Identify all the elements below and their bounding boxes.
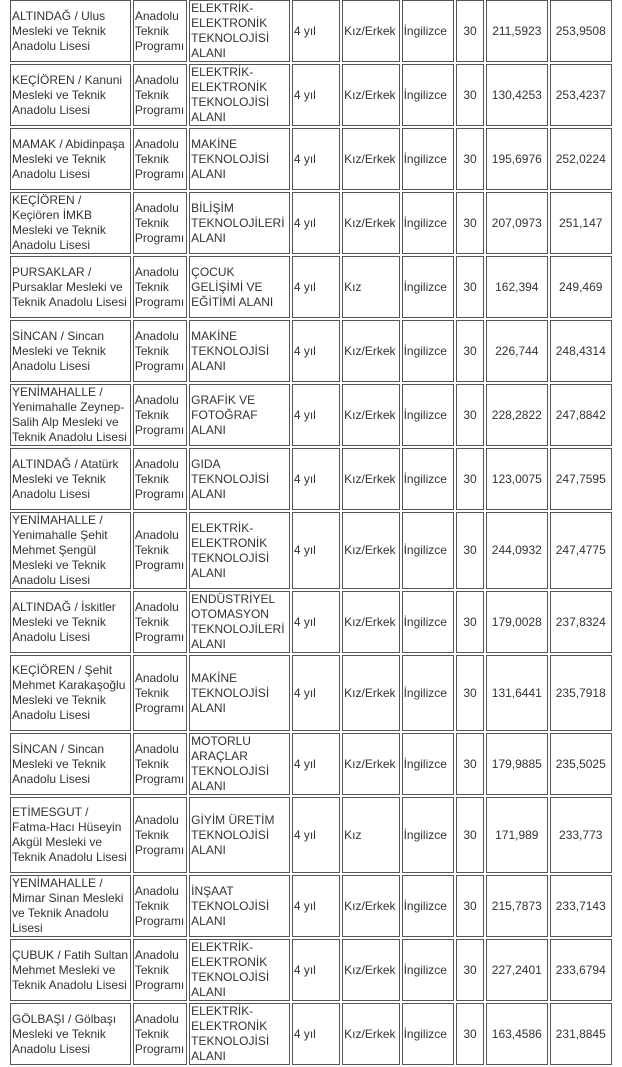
max-score-cell: 253,4237 (550, 64, 613, 126)
field-cell: MOTORLU ARAÇLAR TEKNOLOJİSİ ALANI (189, 733, 290, 795)
quota-cell: 30 (456, 591, 484, 653)
language-cell: İngilizce (402, 192, 454, 254)
gender-cell: Kız/Erkek (342, 591, 399, 653)
school-name-cell: SİNCAN / Sincan Mesleki ve Teknik Anadolu Lisesi (10, 320, 131, 382)
field-cell: ÇOCUK GELİŞİMİ VE EĞİTİMİ ALANI (189, 256, 290, 318)
table-row (10, 192, 612, 254)
quota-cell: 30 (456, 128, 484, 190)
table-row (10, 939, 612, 1001)
min-score-cell: 211,5923 (486, 0, 547, 62)
duration-cell: 4 yıl (292, 1003, 340, 1065)
max-score-cell: 231,8845 (550, 1003, 613, 1065)
duration-cell: 4 yıl (292, 655, 340, 731)
gender-cell: Kız/Erkek (342, 655, 399, 731)
program-cell: Anadolu Teknik Programı (133, 733, 187, 795)
max-score-cell: 247,8842 (550, 384, 613, 446)
quota-cell: 30 (456, 875, 484, 937)
table-row (10, 1003, 612, 1065)
duration-cell: 4 yıl (292, 0, 340, 62)
duration-cell: 4 yıl (292, 875, 340, 937)
table-row (10, 384, 612, 446)
language-cell: İngilizce (402, 256, 454, 318)
program-cell: Anadolu Teknik Programı (133, 64, 187, 126)
program-cell: Anadolu Teknik Programı (133, 192, 187, 254)
program-cell: Anadolu Teknik Programı (133, 256, 187, 318)
school-table (8, 0, 614, 1067)
school-name-cell: ETİMESGUT / Fatma-Hacı Hüseyin Akgül Mesleki ve Teknik Anadolu Lisesi (10, 797, 131, 873)
max-score-cell: 233,6794 (550, 939, 613, 1001)
language-cell: İngilizce (402, 875, 454, 937)
gender-cell: Kız/Erkek (342, 939, 399, 1001)
school-name-cell: ALTINDAĞ / Ulus Mesleki ve Teknik Anadolu Lisesi (10, 0, 131, 62)
quota-cell: 30 (456, 733, 484, 795)
school-name-cell: PURSAKLAR / Pursaklar Mesleki ve Teknik Anadolu Lisesi (10, 256, 131, 318)
gender-cell: Kız/Erkek (342, 64, 399, 126)
table-row (10, 797, 612, 873)
quota-cell: 30 (456, 0, 484, 62)
gender-cell: Kız/Erkek (342, 448, 399, 510)
min-score-cell: 163,4586 (486, 1003, 547, 1065)
school-name-cell: MAMAK / Abidinpaşa Mesleki ve Teknik Anadolu Lisesi (10, 128, 131, 190)
min-score-cell: 179,0028 (486, 591, 547, 653)
school-name-cell: YENİMAHALLE / Yenimahalle Zeynep-Salih Alp Mesleki ve Teknik Anadolu Lisesi (10, 384, 131, 446)
quota-cell: 30 (456, 448, 484, 510)
table-row (10, 512, 612, 589)
language-cell: İngilizce (402, 384, 454, 446)
language-cell: İngilizce (402, 128, 454, 190)
field-cell: MAKİNE TEKNOLOJİSİ ALANI (189, 128, 290, 190)
school-name-cell: ALTINDAĞ / Atatürk Mesleki ve Teknik Anadolu Lisesi (10, 448, 131, 510)
language-cell: İngilizce (402, 655, 454, 731)
field-cell: ELEKTRİK-ELEKTRONİK TEKNOLOJİSİ ALANI (189, 64, 290, 126)
gender-cell: Kız (342, 797, 399, 873)
program-cell: Anadolu Teknik Programı (133, 512, 187, 589)
language-cell: İngilizce (402, 0, 454, 62)
field-cell: GIDA TEKNOLOJİSİ ALANI (189, 448, 290, 510)
quota-cell: 30 (456, 320, 484, 382)
program-cell: Anadolu Teknik Programı (133, 939, 187, 1001)
language-cell: İngilizce (402, 591, 454, 653)
min-score-cell: 130,4253 (486, 64, 547, 126)
gender-cell: Kız/Erkek (342, 733, 399, 795)
field-cell: ELEKTRİK-ELEKTRONİK TEKNOLOJİSİ ALANI (189, 939, 290, 1001)
field-cell: GİYİM ÜRETİM TEKNOLOJİSİ ALANI (189, 797, 290, 873)
quota-cell: 30 (456, 64, 484, 126)
table-row (10, 591, 612, 653)
quota-cell: 30 (456, 939, 484, 1001)
duration-cell: 4 yıl (292, 64, 340, 126)
language-cell: İngilizce (402, 512, 454, 589)
table-body (10, 0, 612, 1065)
max-score-cell: 237,8324 (550, 591, 613, 653)
table-row (10, 0, 612, 62)
quota-cell: 30 (456, 655, 484, 731)
gender-cell: Kız/Erkek (342, 320, 399, 382)
language-cell: İngilizce (402, 64, 454, 126)
program-cell: Anadolu Teknik Programı (133, 655, 187, 731)
duration-cell: 4 yıl (292, 939, 340, 1001)
table-row (10, 655, 612, 731)
table-row (10, 875, 612, 937)
duration-cell: 4 yıl (292, 512, 340, 589)
program-cell: Anadolu Teknik Programı (133, 384, 187, 446)
program-cell: Anadolu Teknik Programı (133, 591, 187, 653)
program-cell: Anadolu Teknik Programı (133, 448, 187, 510)
duration-cell: 4 yıl (292, 320, 340, 382)
school-name-cell: YENİMAHALLE / Mimar Sinan Mesleki ve Teknik Anadolu Lisesi (10, 875, 131, 937)
max-score-cell: 233,7143 (550, 875, 613, 937)
quota-cell: 30 (456, 192, 484, 254)
program-cell: Anadolu Teknik Programı (133, 128, 187, 190)
school-name-cell: GÖLBAŞI / Gölbaşı Mesleki ve Teknik Anadolu Lisesi (10, 1003, 131, 1065)
min-score-cell: 226,744 (486, 320, 547, 382)
max-score-cell: 247,4775 (550, 512, 613, 589)
program-cell: Anadolu Teknik Programı (133, 1003, 187, 1065)
min-score-cell: 162,394 (486, 256, 547, 318)
duration-cell: 4 yıl (292, 591, 340, 653)
table-row (10, 320, 612, 382)
school-name-cell: KEÇİÖREN / Keçiören İMKB Mesleki ve Teknik Anadolu Lisesi (10, 192, 131, 254)
duration-cell: 4 yıl (292, 448, 340, 510)
field-cell: ELEKTRİK-ELEKTRONİK TEKNOLOJİSİ ALANI (189, 0, 290, 62)
gender-cell: Kız/Erkek (342, 128, 399, 190)
field-cell: MAKİNE TEKNOLOJİSİ ALANI (189, 655, 290, 731)
max-score-cell: 235,7918 (550, 655, 613, 731)
min-score-cell: 195,6976 (486, 128, 547, 190)
table-row (10, 128, 612, 190)
min-score-cell: 131,6441 (486, 655, 547, 731)
table-row (10, 448, 612, 510)
max-score-cell: 249,469 (550, 256, 613, 318)
gender-cell: Kız/Erkek (342, 512, 399, 589)
quota-cell: 30 (456, 797, 484, 873)
min-score-cell: 207,0973 (486, 192, 547, 254)
max-score-cell: 233,773 (550, 797, 613, 873)
min-score-cell: 179,9885 (486, 733, 547, 795)
program-cell: Anadolu Teknik Programı (133, 875, 187, 937)
duration-cell: 4 yıl (292, 192, 340, 254)
min-score-cell: 228,2822 (486, 384, 547, 446)
max-score-cell: 247,7595 (550, 448, 613, 510)
gender-cell: Kız/Erkek (342, 0, 399, 62)
gender-cell: Kız/Erkek (342, 875, 399, 937)
field-cell: BİLİŞİM TEKNOLOJİLERİ ALANI (189, 192, 290, 254)
school-name-cell: YENİMAHALLE / Yenimahalle Şehit Mehmet Şengül Mesleki ve Teknik Anadolu Lisesi (10, 512, 131, 589)
max-score-cell: 251,147 (550, 192, 613, 254)
table-row (10, 256, 612, 318)
field-cell: MAKİNE TEKNOLOJİSİ ALANI (189, 320, 290, 382)
min-score-cell: 227,2401 (486, 939, 547, 1001)
language-cell: İngilizce (402, 733, 454, 795)
language-cell: İngilizce (402, 797, 454, 873)
language-cell: İngilizce (402, 448, 454, 510)
duration-cell: 4 yıl (292, 128, 340, 190)
quota-cell: 30 (456, 512, 484, 589)
table-row (10, 64, 612, 126)
school-name-cell: KEÇİÖREN / Şehit Mehmet Karakaşoğlu Mesleki ve Teknik Anadolu Lisesi (10, 655, 131, 731)
min-score-cell: 171,989 (486, 797, 547, 873)
min-score-cell: 244,0932 (486, 512, 547, 589)
school-name-cell: SİNCAN / Sincan Mesleki ve Teknik Anadolu Lisesi (10, 733, 131, 795)
quota-cell: 30 (456, 384, 484, 446)
gender-cell: Kız/Erkek (342, 384, 399, 446)
gender-cell: Kız/Erkek (342, 192, 399, 254)
gender-cell: Kız (342, 256, 399, 318)
field-cell: ELEKTRİK-ELEKTRONİK TEKNOLOJİSİ ALANI (189, 512, 290, 589)
min-score-cell: 123,0075 (486, 448, 547, 510)
duration-cell: 4 yıl (292, 797, 340, 873)
school-name-cell: KEÇİÖREN / Kanuni Mesleki ve Teknik Anadolu Lisesi (10, 64, 131, 126)
language-cell: İngilizce (402, 1003, 454, 1065)
min-score-cell: 215,7873 (486, 875, 547, 937)
language-cell: İngilizce (402, 939, 454, 1001)
field-cell: İNŞAAT TEKNOLOJİSİ ALANI (189, 875, 290, 937)
school-name-cell: ALTINDAĞ / İskitler Mesleki ve Teknik Anadolu Lisesi (10, 591, 131, 653)
duration-cell: 4 yıl (292, 384, 340, 446)
max-score-cell: 252,0224 (550, 128, 613, 190)
field-cell: ENDÜSTRİYEL OTOMASYON TEKNOLOJİLERİ ALANI (189, 591, 290, 653)
program-cell: Anadolu Teknik Programı (133, 0, 187, 62)
language-cell: İngilizce (402, 320, 454, 382)
table-row (10, 733, 612, 795)
quota-cell: 30 (456, 256, 484, 318)
max-score-cell: 235,5025 (550, 733, 613, 795)
gender-cell: Kız/Erkek (342, 1003, 399, 1065)
field-cell: GRAFİK VE FOTOĞRAF ALANI (189, 384, 290, 446)
duration-cell: 4 yıl (292, 733, 340, 795)
field-cell: ELEKTRİK-ELEKTRONİK TEKNOLOJİSİ ALANI (189, 1003, 290, 1065)
program-cell: Anadolu Teknik Programı (133, 320, 187, 382)
school-name-cell: ÇUBUK / Fatih Sultan Mehmet Mesleki ve Teknik Anadolu Lisesi (10, 939, 131, 1001)
duration-cell: 4 yıl (292, 256, 340, 318)
max-score-cell: 253,9508 (550, 0, 613, 62)
quota-cell: 30 (456, 1003, 484, 1065)
max-score-cell: 248,4314 (550, 320, 613, 382)
program-cell: Anadolu Teknik Programı (133, 797, 187, 873)
